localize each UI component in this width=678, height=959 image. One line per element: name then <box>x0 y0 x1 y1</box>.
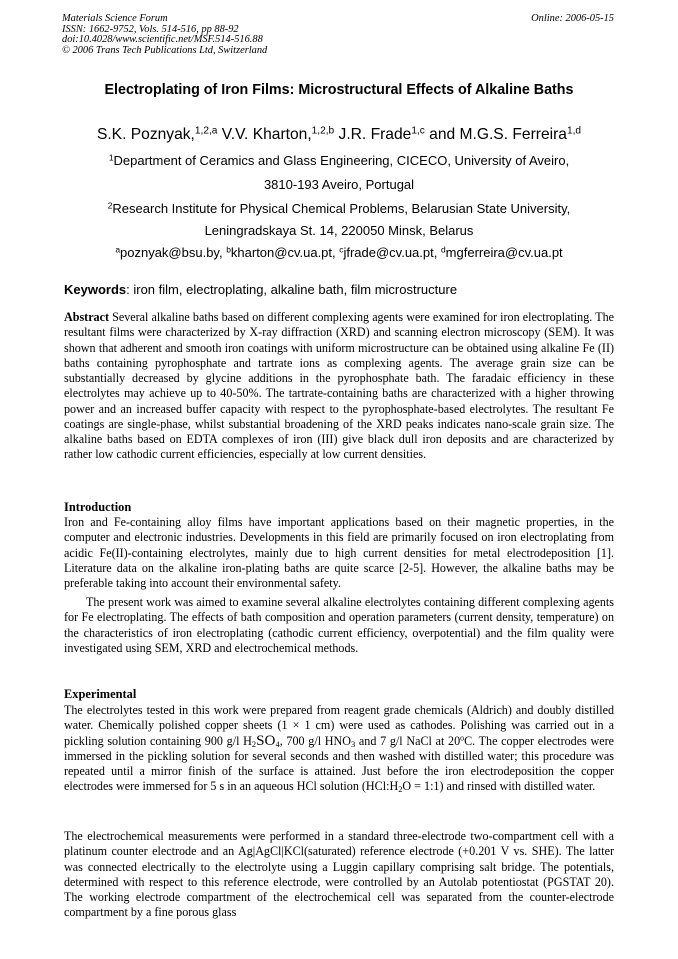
email-link[interactable]: mgferreira@cv.ua.pt <box>445 245 563 260</box>
author-name: M.G.S. Ferreira <box>459 126 567 143</box>
experimental-paragraph-1 <box>64 703 614 795</box>
keywords <box>64 282 614 297</box>
text-run: O = 1:1) and rinsed with distilled water. <box>402 779 596 794</box>
email-mark: a <box>115 244 121 255</box>
email-link[interactable]: kharton@cv.ua.pt, <box>230 245 340 260</box>
affiliation-2 <box>40 201 638 216</box>
subscript: 3 <box>350 738 356 749</box>
superscript: o <box>460 733 465 743</box>
paper-title: Electroplating of Iron Films: Microstructural Effects of Alkaline Baths <box>104 82 574 98</box>
doi: doi:10.4028/www.scientific.net/MSF.514-516.88 <box>62 34 263 46</box>
online-date: Online: 2006-05-15 <box>531 13 614 24</box>
email-link[interactable]: jfrade@cv.ua.pt, <box>343 245 441 260</box>
subscript: 4 <box>275 738 280 749</box>
journal-header <box>62 14 267 56</box>
copyright: © 2006 Trans Tech Publications Ltd, Switzerland <box>62 44 268 56</box>
subscript: 2 <box>398 784 403 795</box>
section-heading-introduction: Introduction <box>64 500 132 514</box>
section-heading-experimental: Experimental <box>64 687 137 701</box>
subscript: 2 <box>251 738 257 749</box>
abstract <box>64 310 614 463</box>
author-affil-mark: 1,2,a <box>194 125 218 137</box>
affiliation-mark: 1 <box>108 152 114 163</box>
author-affil-mark: 1,2,b <box>311 125 335 137</box>
affiliation-mark: 2 <box>107 200 113 211</box>
introduction-paragraph-1: Iron and Fe-containing alloy films have important applications based on their magnetic properties, in the computer and electronic industries. Developments in this field are primarily focused on iron electroplating from acidic Fe(II)-containing electrolytes, mainly due to high current densities for metal electrodeposition [1]. Literature data on the alkaline iron-plating baths are quite scarce [2-5]. However, the alkaline baths may be preferable taking into account their environmental safety. <box>64 515 614 590</box>
author-conjunction: and <box>424 126 460 143</box>
abstract-text: Several alkaline baths based on different complexing agents were examined for iron electroplating. The resultant films were characterized by X-ray diffraction (XRD) and scanning electron microscopy (SEM). It was shown that adherent and smooth iron coatings with uniform microstructure can be obtained using alkaline Fe (II) baths containing pyrophosphate and tartrate ions as complexing agents. The average grain size can be substantially decreased by glycine additions in the pyrophosphate bath. The faradaic efficiency in these electrolytes may achieve up to 40-50%. The tartrate-containing baths are characterized with a higher throwing power and an increased buffer capacity with respect to the pyrophosphate-based electrolytes. The resultant Fe coatings are single-phase, whilst substantial broadening of the XRD peaks indicates nano-scale grain size. The alkaline baths based on EDTA complexes of iron (III) give black dull iron deposits and are characterized by rather low cathodic current efficiencies, especially at low current densities. <box>64 310 614 462</box>
email-list <box>40 245 638 260</box>
author-name: S.K. Poznyak, <box>96 126 195 143</box>
journal-name: Materials Science Forum <box>62 13 168 24</box>
email-mark: b <box>226 244 231 255</box>
author-name: J.R. Frade <box>334 126 412 143</box>
issn: ISSN: 1662-9752, Vols. 514-516, pp 88-92 <box>62 23 239 35</box>
abstract-label: Abstract <box>64 310 110 324</box>
text-run: , 700 g/l HNO <box>279 733 351 748</box>
affiliation-text: Department of Ceramics and Glass Engineering, CICECO, University of Aveiro, <box>113 153 570 168</box>
author-name: V.V. Kharton, <box>217 126 312 143</box>
introduction-paragraph-2: The present work was aimed to examine several alkaline electrolytes containing different complexing agents for Fe electroplating. The effects of bath composition and operation parameters (current density, temperature) on the characteristics of iron electroplating (cathodic current efficiency, overpotential) and the film quality were investigated using SEM, XRD and electrochemical methods. <box>64 595 614 655</box>
text-run: and 7 g/l NaCl at 20 <box>355 733 461 748</box>
email-mark: d <box>440 244 446 255</box>
email-mark: c <box>339 244 344 255</box>
text-run: C. The copper electrodes were immersed in the pickling solution for several seconds and then washed with distilled water; this procedure was repeated until a mirror finish of the surface is attained. Just before the iron electrodeposition the copper electrodes were immersed for 5 s in an aqueous HCl solution (HCl:H <box>64 733 615 794</box>
author-list <box>40 126 638 144</box>
keywords-label: Keywords <box>64 282 127 297</box>
text-run: The electrolytes tested in this work were prepared from reagent grade chemicals (Aldrich) and doubly distilled water. Chemically polished copper sheets (1 × 1 cm) were used as cathodes. Polishing was carried out in a pickling solution containing 900 g/l H <box>64 703 614 748</box>
email-link[interactable]: poznyak@bsu.by, <box>120 245 227 260</box>
affiliation-1 <box>40 153 638 168</box>
keywords-text: : iron film, electroplating, alkaline bath, film microstructure <box>126 282 458 297</box>
affiliation-text: Research Institute for Physical Chemical Problems, Belarusian State University, <box>112 201 571 216</box>
author-affil-mark: 1,d <box>566 125 582 137</box>
experimental-paragraph-2: The electrochemical measurements were performed in a standard three-electrode two-compartment cell with a platinum counter electrode and an Ag|AgCl|KCl(saturated) reference electrode (+0.201 V vs. SHE). The latter was connected electrically to the electrolyte using a Luggin capillary comprising salt bridge. The potentials, determined with respect to this reference electrode, were controlled by an Autolab potentiostat (PGSTAT 20). The working electrode compartment of the electrochemical cell was separated from the counter-electrode compartment by a fine porous glass <box>64 829 614 920</box>
text-run: SO <box>256 732 276 749</box>
affiliation-2-address: Leningradskaya St. 14, 220050 Minsk, Belarus <box>204 223 474 238</box>
author-affil-mark: 1,c <box>411 125 425 137</box>
affiliation-1-address: 3810-193 Aveiro, Portugal <box>263 177 415 192</box>
